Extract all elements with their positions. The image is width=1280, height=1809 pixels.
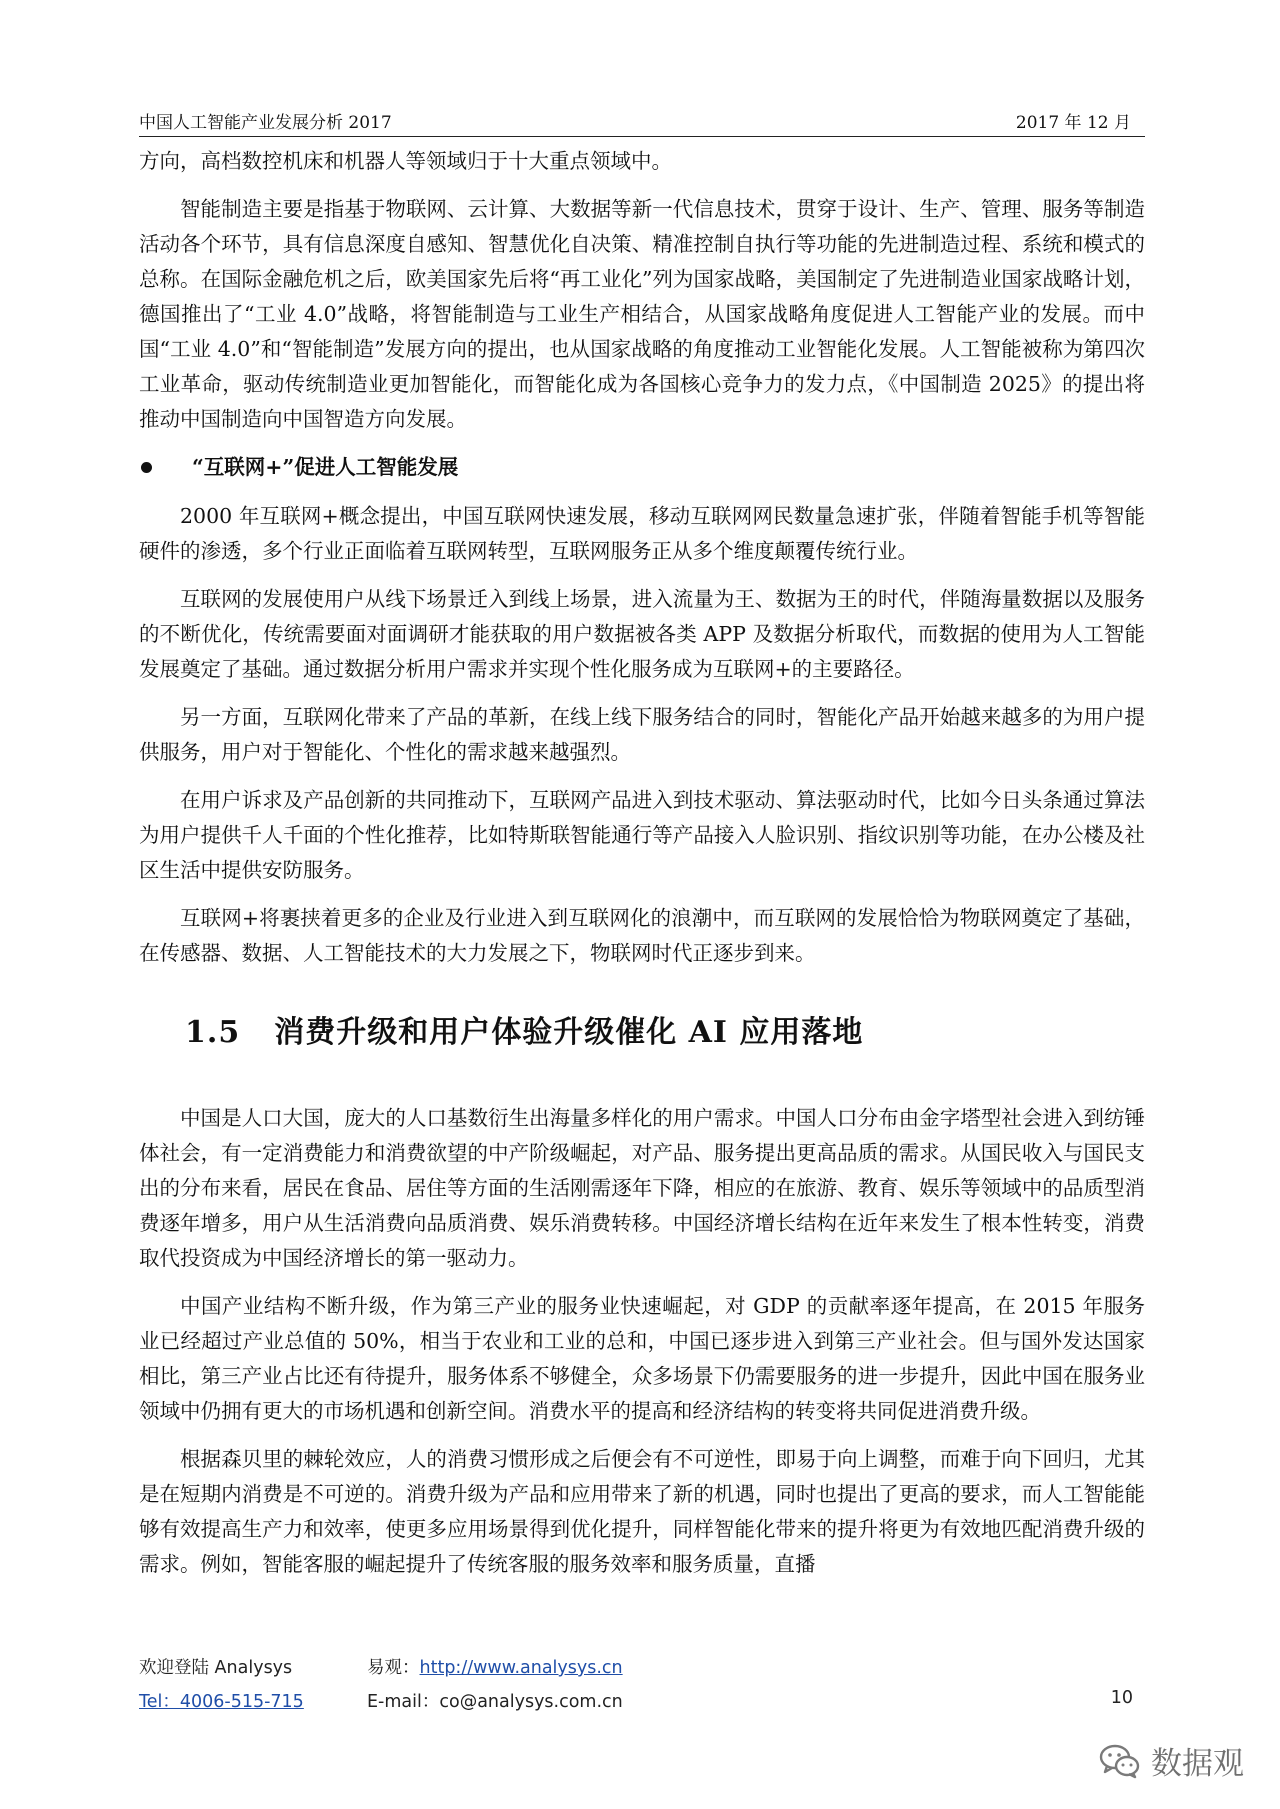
- paragraph: 根据森贝里的棘轮效应，人的消费习惯形成之后便会有不可逆性，即易于向上调整，而难于向下回归，尤其是在短期内消费是不可逆的。消费升级为产品和应用带来了新的机遇，同时也提出了更高的要求，而人工智能能够有效提高生产力和效率，使更多应用场景得到优化提升，同样智能化带来的提升将更为有效地匹配消费升级的需求。例如，智能客服的崛起提升了传统客服的服务效率和服务质量，直播: [139, 1447, 1145, 1576]
- paragraph: 方向，高档数控机床和机器人等领域归于十大重点领域中。: [139, 149, 672, 173]
- bullet-heading-text: “互联网+”促进人工智能发展: [192, 455, 459, 479]
- section-heading: [185, 1013, 1145, 1053]
- section-number: 1.5: [185, 1015, 241, 1050]
- wechat-icon: [1099, 1743, 1141, 1779]
- footer-email: E-mail：co@analysys.com.cn: [367, 1692, 623, 1712]
- header-doc-title: 中国人工智能产业发展分析 2017: [139, 113, 392, 133]
- page-number: 10: [1110, 1688, 1133, 1708]
- paragraph: 中国产业结构不断升级，作为第三产业的服务业快速崛起，对 GDP 的贡献率逐年提高，在 2015 年服务业已经超过产业总值的 50%，相当于农业和工业的总和，中国已逐步进入到第三产业社会。但与国外发达国家相比，第三产业占比还有待提升，服务体系不够健全，众多场景下仍需要服务的进一步提升，因此中国在服务业领域中仍拥有更大的市场机遇和创新空间。消费水平的提高和经济结构的转变将共同促进消费升级。: [139, 1294, 1145, 1423]
- page-footer: [139, 1654, 1145, 1722]
- paragraph: 互联网+将裹挟着更多的企业及行业进入到互联网化的浪潮中，而互联网的发展恰恰为物联网奠定了基础，在传感器、数据、人工智能技术的大力发展之下，物联网时代正逐步到来。: [139, 906, 1145, 965]
- paragraph: 智能制造主要是指基于物联网、云计算、大数据等新一代信息技术，贯穿于设计、生产、管理、服务等制造活动各个环节，具有信息深度自感知、智慧优化自决策、精准控制自执行等功能的先进制造过程、系统和模式的总称。在国际金融危机之后，欧美国家先后将“再工业化”列为国家战略，美国制定了先进制造业国家战略计划，德国推出了“工业 4.0”战略，将智能制造与工业生产相结合，从国家战略角度促进人工智能产业的发展。而中国“工业 4.0”和“智能制造”发展方向的提出，也从国家战略的角度推动工业智能化发展。人工智能被称为第四次工业革命，驱动传统制造业更加智能化，而智能化成为各国核心竞争力的发力点，《中国制造 2025》的提出将推动中国制造向中国智造方向发展。: [139, 197, 1145, 431]
- watermark: [1099, 1738, 1244, 1783]
- paragraph: 中国是人口大国，庞大的人口基数衍生出海量多样化的用户需求。中国人口分布由金字塔型社会进入到纺锤体社会，有一定消费能力和消费欲望的中产阶级崛起，对产品、服务提出更高品质的需求。从国民收入与国民支出的分布来看，居民在食品、居住等方面的生活刚需逐年下降，相应的在旅游、教育、娱乐等领域中的品质型消费逐年增多，用户从生活消费向品质消费、娱乐消费转移。中国经济增长结构在近年来发生了根本性转变，消费取代投资成为中国经济增长的第一驱动力。: [139, 1106, 1145, 1270]
- footer-tel-link[interactable]: Tel：4006-515-715: [139, 1692, 304, 1712]
- paragraph: 互联网的发展使用户从线下场景迁入到线上场景，进入流量为王、数据为王的时代，伴随海量数据以及服务的不断优化，传统需要面对面调研才能获取的用户数据被各类 APP 及数据分析取代，而数据的使用为人工智能发展奠定了基础。通过数据分析用户需求并实现个性化服务成为互联网+的主要路径。: [139, 587, 1145, 681]
- footer-welcome: 欢迎登陆 Analysys: [139, 1658, 293, 1678]
- paragraph: 2000 年互联网+概念提出，中国互联网快速发展，移动互联网网民数量急速扩张，伴随着智能手机等智能硬件的渗透，多个行业正面临着互联网转型，互联网服务正从多个维度颠覆传统行业。: [139, 504, 1145, 563]
- footer-site-label: 易观：: [367, 1658, 420, 1678]
- header-date: 2017 年 12 月: [1015, 113, 1131, 133]
- bullet-heading: [139, 451, 1145, 483]
- footer-site: [367, 1654, 623, 1679]
- section-title: 消费升级和用户体验升级催化 AI 应用落地: [274, 1015, 864, 1050]
- bullet-dot-icon: [141, 462, 152, 473]
- footer-site-link[interactable]: http://www.analysys.cn: [419, 1658, 623, 1678]
- page-body: [139, 144, 1145, 1595]
- paragraph: 另一方面，互联网化带来了产品的革新，在线上线下服务结合的同时，智能化产品开始越来越多的为用户提供服务，用户对于智能化、个性化的需求越来越强烈。: [139, 705, 1145, 764]
- watermark-text: 数据观: [1151, 1746, 1244, 1782]
- paragraph: 在用户诉求及产品创新的共同推动下，互联网产品进入到技术驱动、算法驱动时代，比如今日头条通过算法为用户提供千人千面的个性化推荐，比如特斯联智能通行等产品接入人脸识别、指纹识别等功能，在办公楼及社区生活中提供安防服务。: [139, 788, 1145, 882]
- page-header: [139, 104, 1145, 137]
